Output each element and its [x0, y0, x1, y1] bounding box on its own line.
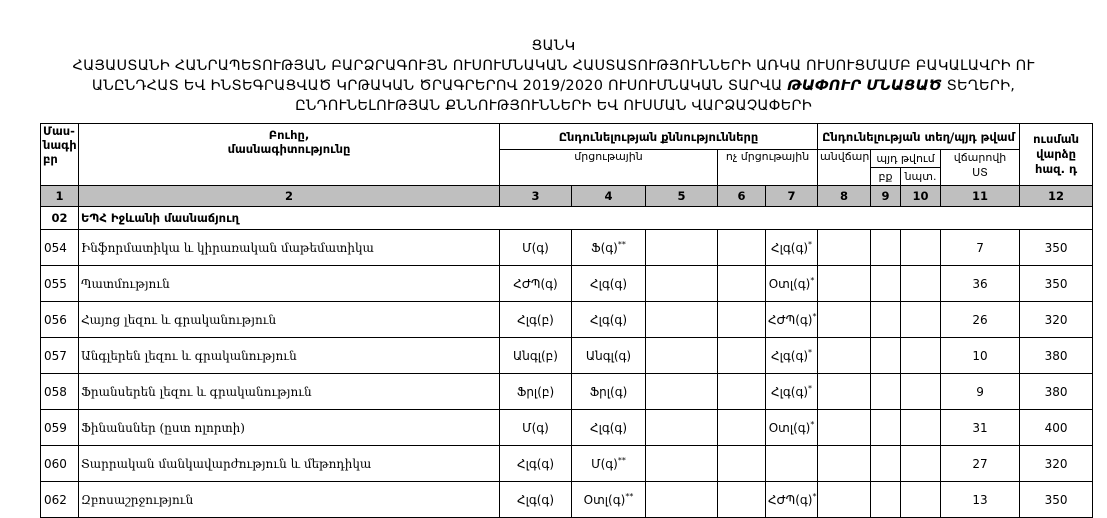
row-exam-7-value: ՀԺՊ(գ) [768, 493, 813, 507]
row-paid-places-value: 27 [972, 456, 988, 471]
row-code-value: 056 [44, 312, 67, 327]
table-row [41, 410, 1093, 446]
row-exam-3-value: ՀԺՊ(գ) [513, 276, 558, 291]
title-line-3-start: ԱՆԸՆԴՀԱՏ ԵՎ ԻՆՏԵԳՐԱՑՎԱԾ ԿՐԹԱԿԱՆ ԾՐԱԳՐԵՐՈՎ 2019/2020 ՈՒՍՈՒՄՆԱԿԱՆ ՏԱՐՎԱ [91, 78, 788, 94]
row-exam-7 [766, 482, 818, 518]
title-line-3-end: ՏԵՂԵՐԻ, [941, 78, 1016, 94]
row-paid-places [941, 266, 1020, 302]
row-bq [871, 410, 901, 446]
row-exam-3 [500, 230, 572, 266]
table-row [41, 230, 1093, 266]
row-specialty [79, 266, 500, 302]
row-exam-7-mark: * [808, 240, 813, 249]
row-paid-places-value: 10 [972, 348, 988, 363]
title-line-4: ԸՆԴՈՒՆԵԼՈՒԹՅԱՆ ՔՆՆՈՒԹՅՈՒՆՆԵՐԻ ԵՎ ՈՒՍՄԱՆ ՎԱՐՁԱՉԱՓԵՐԻ [295, 98, 812, 114]
row-exam-5 [646, 410, 718, 446]
column-number: 5 [646, 186, 718, 207]
row-bq [871, 338, 901, 374]
row-code-value: 055 [44, 276, 67, 291]
column-number: 8 [818, 186, 871, 207]
row-specialty [79, 338, 500, 374]
header-places: Ընդունելության տեղ/պյդ թվամ [818, 124, 1020, 150]
row-exam-7-value: Օտլ(գ) [768, 277, 811, 291]
row-exam-3 [500, 302, 572, 338]
row-exam-4-mark: ** [617, 456, 626, 465]
row-exam-4 [572, 446, 646, 482]
row-exam-7 [766, 410, 818, 446]
header-code-line-1: Մաս- [43, 124, 75, 138]
row-paid-places-value: 31 [972, 420, 988, 435]
row-exam-7-mark: * [808, 348, 813, 357]
header-noncompetitive: ոչ մրցութային [718, 150, 818, 186]
row-paid-places [941, 410, 1020, 446]
row-fee-value: 400 [1044, 420, 1068, 435]
row-fee-value: 380 [1044, 384, 1068, 399]
row-napt [901, 230, 941, 266]
row-exam-4-value: Անգլ(գ) [585, 349, 632, 363]
row-exam-3-value: Ֆրլ(բ) [516, 384, 555, 399]
row-exam-7-value: Հլգ(գ) [771, 349, 809, 363]
header-specialty [79, 124, 500, 186]
column-number: 4 [572, 186, 646, 207]
row-free [818, 302, 871, 338]
row-bq [871, 374, 901, 410]
row-exam-5 [646, 266, 718, 302]
column-number: 7 [766, 186, 818, 207]
header-fee [1020, 124, 1093, 186]
table-row [41, 482, 1093, 518]
row-fee [1020, 410, 1093, 446]
column-number-row [41, 186, 1093, 207]
row-exam-4-value: Ֆ(գ) [591, 241, 618, 255]
header-code-line-2: նագի [43, 138, 77, 152]
row-code [41, 230, 79, 266]
table-row [41, 302, 1093, 338]
row-paid-places-value: 9 [976, 384, 984, 399]
row-exam-7-mark: * [810, 420, 815, 429]
column-number: 12 [1020, 186, 1093, 207]
row-napt [901, 302, 941, 338]
row-specialty [79, 302, 500, 338]
row-exam-4 [572, 302, 646, 338]
row-code [41, 266, 79, 302]
header-fee-line-1: ուսման [1033, 132, 1079, 146]
header-code [41, 124, 79, 186]
row-exam-7-value: Օտլ(գ) [768, 421, 811, 435]
row-fee [1020, 446, 1093, 482]
row-exam-7 [766, 446, 818, 482]
row-exam-6 [718, 374, 766, 410]
row-specialty [79, 230, 500, 266]
row-exam-4-value: Ֆրլ(գ) [589, 385, 628, 399]
row-fee-value: 350 [1044, 276, 1068, 291]
row-bq [871, 446, 901, 482]
row-exam-7 [766, 302, 818, 338]
row-paid-places [941, 230, 1020, 266]
row-free [818, 230, 871, 266]
column-number: 3 [500, 186, 572, 207]
row-exam-7-value: Հլգ(գ) [771, 241, 809, 255]
row-bq [871, 230, 901, 266]
row-exam-4-value: Հլգ(գ) [590, 421, 627, 435]
row-bq [871, 302, 901, 338]
row-paid-places [941, 302, 1020, 338]
row-exam-3 [500, 446, 572, 482]
header-pyd: պյդ թվում [871, 150, 941, 168]
row-free [818, 338, 871, 374]
admissions-table [40, 123, 1093, 518]
section-code: 02 [41, 207, 79, 230]
row-exam-4-value: Հլգ(գ) [590, 313, 627, 327]
column-number: 9 [871, 186, 901, 207]
row-code-value: 057 [44, 348, 67, 363]
row-napt [901, 338, 941, 374]
row-specialty [79, 374, 500, 410]
row-napt [901, 266, 941, 302]
row-fee-value: 380 [1044, 348, 1068, 363]
section-name: ԵՊՀ Իջևանի մասնաճյուղ [79, 207, 1093, 230]
row-exam-3 [500, 482, 572, 518]
row-napt [901, 410, 941, 446]
column-number: 2 [79, 186, 500, 207]
row-specialty-value: Զբոսաշրջություն [81, 492, 194, 507]
row-exam-7-value: ՀԺՊ(գ) [768, 313, 813, 327]
row-specialty-value: Անգլերեն լեզու և գրականություն [81, 348, 297, 363]
row-exam-5 [646, 338, 718, 374]
row-exam-3-value: Անգլ(բ) [513, 348, 558, 363]
row-code [41, 302, 79, 338]
row-bq [871, 266, 901, 302]
row-code [41, 410, 79, 446]
row-fee [1020, 266, 1093, 302]
table-body [41, 230, 1093, 518]
row-exam-6 [718, 410, 766, 446]
row-free [818, 374, 871, 410]
row-code [41, 446, 79, 482]
row-exam-3-value: Մ(գ) [522, 240, 549, 255]
column-number: 10 [901, 186, 941, 207]
table-row [41, 446, 1093, 482]
row-napt [901, 374, 941, 410]
row-exam-3-value: Մ(գ) [522, 420, 549, 435]
row-exam-7-value: Հլգ(գ) [771, 385, 809, 399]
row-exam-7 [766, 266, 818, 302]
row-exam-3 [500, 410, 572, 446]
row-specialty [79, 410, 500, 446]
row-exam-3 [500, 338, 572, 374]
header-napt: նպտ. [901, 168, 941, 186]
row-code-value: 054 [44, 240, 67, 255]
row-specialty-value: Ֆրանսերեն լեզու և գրականություն [81, 384, 312, 399]
row-exam-6 [718, 266, 766, 302]
row-fee [1020, 482, 1093, 518]
header-exams: Ընդունելության քննությունները [500, 124, 818, 150]
header-paid-line-2: ՍՏ [972, 166, 988, 179]
header-specialty-line-1: Բուհը, [268, 128, 310, 142]
row-exam-5 [646, 230, 718, 266]
header-fee-line-2: վարձը [1036, 147, 1076, 161]
row-paid-places [941, 482, 1020, 518]
row-exam-6 [718, 230, 766, 266]
row-code [41, 338, 79, 374]
row-free [818, 482, 871, 518]
row-code [41, 482, 79, 518]
row-free [818, 266, 871, 302]
row-fee-value: 320 [1044, 312, 1068, 327]
row-exam-5 [646, 374, 718, 410]
column-number: 11 [941, 186, 1020, 207]
row-specialty [79, 446, 500, 482]
row-exam-7-mark: * [812, 312, 817, 321]
row-fee [1020, 338, 1093, 374]
row-exam-3-value: Հլգ(բ) [517, 312, 554, 327]
row-exam-7-mark: * [808, 384, 813, 393]
section-row [41, 207, 1093, 230]
row-code-value: 060 [44, 456, 67, 471]
row-exam-3-value: Հլգ(գ) [517, 492, 554, 507]
row-specialty-value: Պատմություն [81, 276, 170, 291]
table-row [41, 266, 1093, 302]
row-fee-value: 350 [1044, 240, 1068, 255]
row-paid-places-value: 36 [972, 276, 988, 291]
row-exam-4 [572, 410, 646, 446]
row-exam-6 [718, 482, 766, 518]
title-line-1: ՑԱՆԿ [531, 38, 576, 54]
row-exam-7-mark: * [810, 276, 815, 285]
row-exam-6 [718, 446, 766, 482]
row-paid-places [941, 374, 1020, 410]
header-paid [941, 150, 1020, 186]
row-exam-6 [718, 338, 766, 374]
table-row [41, 374, 1093, 410]
header-bq: բք [871, 168, 901, 186]
row-specialty-value: Հայոց լեզու և գրականություն [81, 312, 277, 327]
row-exam-4-mark: ** [617, 240, 626, 249]
row-exam-4 [572, 266, 646, 302]
table-row [41, 338, 1093, 374]
row-bq [871, 482, 901, 518]
column-number: 6 [718, 186, 766, 207]
row-free [818, 410, 871, 446]
row-specialty-value: Տարրական մանկավարժություն և մեթոդիկա [81, 456, 372, 471]
row-code-value: 058 [44, 384, 67, 399]
title-line-3 [0, 76, 1107, 96]
row-exam-5 [646, 302, 718, 338]
header-free: անվճար [818, 150, 871, 186]
row-exam-4-mark: ** [625, 492, 634, 501]
row-fee [1020, 302, 1093, 338]
row-paid-places-value: 13 [972, 492, 988, 507]
row-paid-places-value: 26 [972, 312, 988, 327]
row-exam-3 [500, 266, 572, 302]
column-number: 1 [41, 186, 79, 207]
row-paid-places [941, 446, 1020, 482]
row-exam-4 [572, 482, 646, 518]
row-paid-places [941, 338, 1020, 374]
row-specialty [79, 482, 500, 518]
header-competitive: մրցութային [500, 150, 718, 186]
title-line-2: ՀԱՅԱՍՏԱՆԻ ՀԱՆՐԱՊԵՏՈՒԹՅԱՆ ԲԱՐՁՐԱԳՈՒՅՆ ՈՒՍՈՒՄՆԱԿԱՆ ՀԱՍՏԱՏՈՒԹՅՈՒՆՆԵՐԻ ԱՌԿԱ ՈՒՍՈՒՑՄԱՄԲ ԲԱԿԱԼԱՎՐԻ ՈՒ [72, 58, 1035, 74]
row-specialty-value: Ինֆորմատիկա և կիրառական մաթեմատիկա [81, 240, 374, 255]
row-exam-4 [572, 374, 646, 410]
row-exam-4-value: Մ(գ) [591, 457, 618, 471]
row-exam-6 [718, 302, 766, 338]
row-napt [901, 446, 941, 482]
row-exam-7 [766, 338, 818, 374]
row-fee [1020, 230, 1093, 266]
row-exam-3 [500, 374, 572, 410]
title-line-3-bold: ԹԱՓՈՒՐ ՄՆԱՑԱԾ [787, 78, 942, 94]
row-fee-value: 320 [1044, 456, 1068, 471]
row-specialty-value: Ֆինանսներ (ըստ ոլորտի) [81, 420, 245, 435]
row-exam-4-value: Հլգ(գ) [590, 277, 627, 291]
row-free [818, 446, 871, 482]
row-exam-5 [646, 482, 718, 518]
row-code-value: 062 [44, 492, 67, 507]
row-fee-value: 350 [1044, 492, 1068, 507]
header-fee-line-3: հազ. դ [1035, 162, 1078, 176]
header-paid-line-1: վճարովի [953, 151, 1007, 164]
document-title [0, 36, 1107, 116]
row-exam-7 [766, 230, 818, 266]
header-specialty-line-2: մասնագիտությունը [227, 142, 351, 156]
row-napt [901, 482, 941, 518]
row-exam-4 [572, 230, 646, 266]
row-exam-7 [766, 374, 818, 410]
row-exam-4-value: Օտլ(գ) [583, 493, 626, 507]
header-code-line-3: բր [43, 152, 58, 166]
row-exam-5 [646, 446, 718, 482]
row-exam-3-value: Հլգ(գ) [517, 456, 554, 471]
row-code [41, 374, 79, 410]
row-paid-places-value: 7 [976, 240, 984, 255]
row-exam-7-mark: * [812, 492, 817, 501]
row-exam-4 [572, 338, 646, 374]
row-fee [1020, 374, 1093, 410]
row-code-value: 059 [44, 420, 67, 435]
